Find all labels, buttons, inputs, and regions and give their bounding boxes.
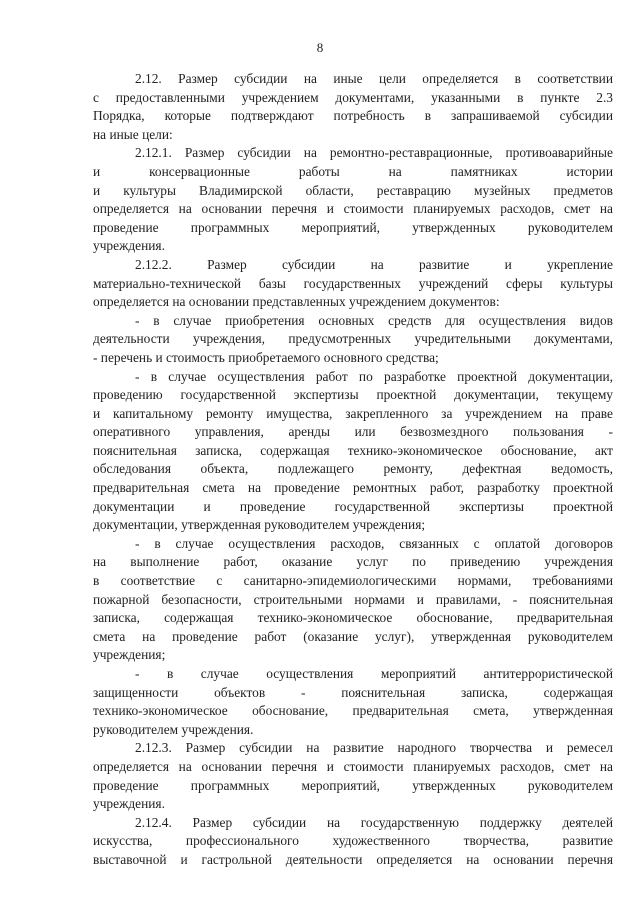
text-line: искусства, профессионального художественного творчества, развитие <box>93 833 613 849</box>
text-line: защищенности объектов - пояснительная записка, содержащая <box>93 684 613 700</box>
text-line: выставочной и гастрольной деятельности определяется на основании перечня <box>93 851 613 867</box>
text-line: - в случае осуществления мероприятий антитеррористической <box>135 666 613 681</box>
paragraph <box>93 814 613 870</box>
text-line: - в случае осуществления расходов, связанных с оплатой договоров <box>135 535 613 551</box>
page-number: 8 <box>316 40 324 55</box>
text-line: 2.12.4. Размер субсидии на государственную поддержку деятелей <box>135 814 613 830</box>
text-line: - в случае приобретения основных средств для осуществления видов <box>135 312 613 328</box>
paragraph <box>93 312 613 368</box>
text-line: проведение программных мероприятий, утвержденных руководителем <box>93 219 613 235</box>
text-line: 2.12. Размер субсидии на иные цели определяется в соответствии <box>135 71 613 86</box>
text-line: определяется на основании представленных учреждением документов: <box>93 294 500 310</box>
document-body <box>93 70 613 870</box>
paragraph <box>93 256 613 312</box>
text-line: пояснительная записка, содержащая технико-экономическое обоснование, акт <box>93 442 613 458</box>
paragraph <box>93 739 613 813</box>
text-line: определяется на основании перечня и стоимости планируемых расходов, смет на <box>93 201 613 217</box>
text-line: и капитальному ремонту имущества, закрепленного за учреждением на праве <box>93 405 613 421</box>
text-line: обследования объекта, подлежащего ремонту, дефектная ведомость, <box>93 461 613 477</box>
text-line: и консервационные работы на памятниках истории <box>93 163 613 179</box>
text-line: на выполнение работ, оказание услуг по приведению учреждения <box>93 554 613 570</box>
text-line: - перечень и стоимость приобретаемого основного средства; <box>93 349 439 365</box>
text-line: оперативного управления, аренды или безвозмездного пользования - <box>93 424 613 440</box>
text-line: руководителем учреждения. <box>93 721 254 737</box>
text-line: деятельности учреждения, предусмотренных учредительными документами, <box>93 331 613 347</box>
text-line: материально-технической базы государственных учреждений сферы культуры <box>93 275 613 291</box>
text-line: Порядка, которые подтверждают потребность в запрашиваемой субсидии <box>93 108 613 124</box>
text-line: - в случае осуществления работ по разработке проектной документации, <box>135 368 613 384</box>
text-line: проведение программных мероприятий, утвержденных руководителем <box>93 777 613 793</box>
paragraph <box>93 665 613 739</box>
text-line: учреждения. <box>93 796 165 812</box>
text-line: документации, утвержденная руководителем учреждения; <box>93 517 426 533</box>
text-line: 2.12.2. Размер субсидии на развитие и укрепление <box>135 256 613 272</box>
text-line: определяется на основании перечня и стоимости планируемых расходов, смет на <box>93 758 613 774</box>
text-line: записка, содержащая технико-экономическое обоснование, предварительная <box>93 610 613 626</box>
text-line: технико-экономическое обоснование, предварительная смета, утвержденная <box>93 703 613 719</box>
paragraph <box>93 70 613 144</box>
text-line: учреждения; <box>93 647 166 663</box>
text-line: смета на проведение работ (оказание услуг), утвержденная руководителем <box>93 628 613 644</box>
text-line: пожарной безопасности, строительными нормами и правилами, - пояснительная <box>93 591 613 607</box>
paragraph <box>93 368 613 535</box>
text-line: проведению государственной экспертизы проектной документации, текущему <box>93 387 613 403</box>
text-line: 2.12.1. Размер субсидии на ремонтно-реставрационные, противоаварийные <box>135 145 613 161</box>
paragraph <box>93 144 613 256</box>
text-line: документации и проведение государственной экспертизы проектной <box>93 498 613 514</box>
paragraph <box>93 535 613 665</box>
text-line: учреждения. <box>93 238 165 254</box>
text-line: и культуры Владимирской области, реставрацию музейных предметов <box>93 182 613 198</box>
text-line: на иные цели: <box>93 126 173 142</box>
text-line: с предоставленными учреждением документами, указанными в пункте 2.3 <box>93 89 613 105</box>
text-line: в соответствие с санитарно-эпидемиологическими нормами, требованиями <box>93 573 613 589</box>
text-line: предварительная смета на проведение ремонтных работ, разработку проектной <box>93 480 613 496</box>
text-line: 2.12.3. Размер субсидии на развитие народного творчества и ремесел <box>135 740 613 756</box>
